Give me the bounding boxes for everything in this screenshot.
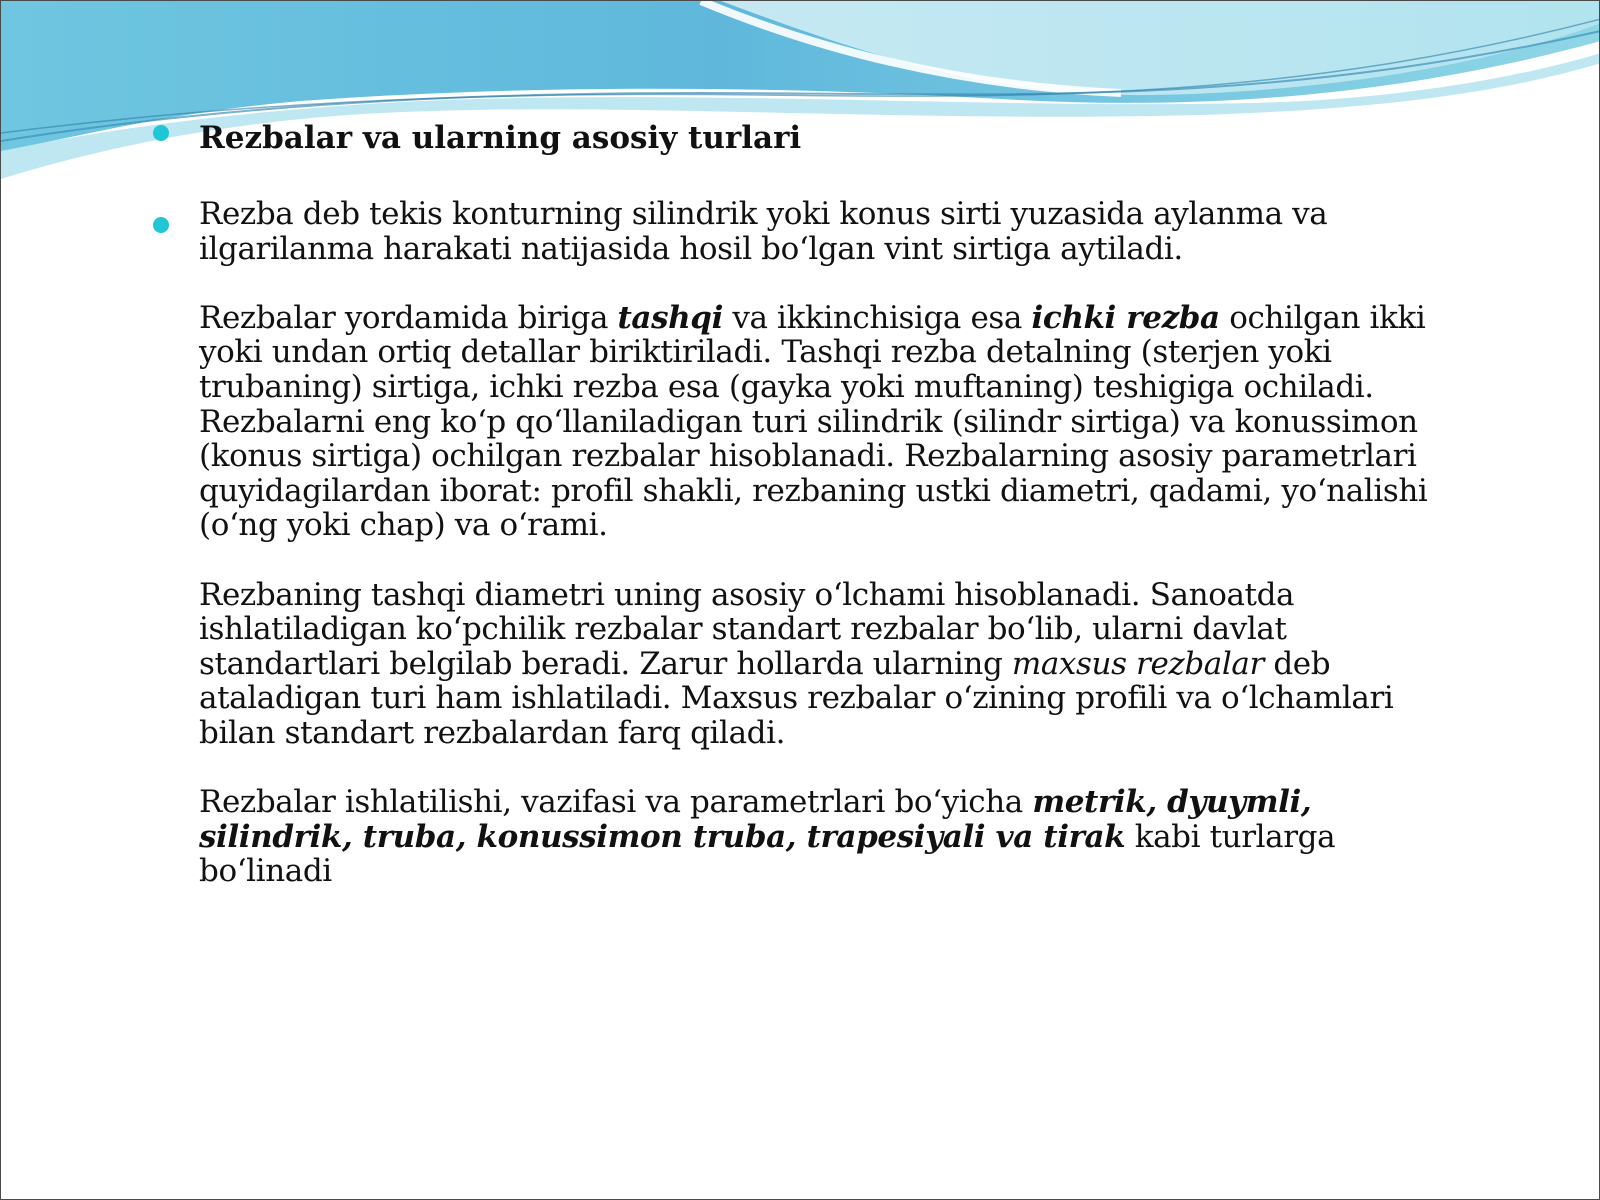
- text-segment: va ikkinchisiga esa: [722, 299, 1032, 336]
- paragraph-1: [199, 197, 1469, 266]
- text-segment: ochilgan ikki yoki undan ortiq detallar biriktiriladi. Tashqi rezba detalning (sterjen yoki trubaning) sirtiga, ichki rezba esa (gayka yoki muftaning) teshigiga ochiladi. Rezbalarni eng ko‘p qo‘llaniladigan turi silindrik (silindr sirtiga) va konussimon (konus sirtiga) ochilgan rezbalar hisoblanadi. Rezbalarning asosiy parametrlari quyidagilardan iborat: profil shakli, rezbaning ustki diametri, qadami, yo‘nalishi (o‘ng yoki chap) va o‘rami.: [199, 299, 1428, 544]
- text-segment: deb ataladigan turi ham ishlatiladi. Maxsus rezbalar o‘zining profili va o‘lchamlari bilan standart rezbalardan farq qiladi.: [199, 645, 1394, 751]
- paragraph-4: [199, 785, 1469, 889]
- bullet-icon: [153, 217, 169, 233]
- body-text: [199, 197, 1469, 889]
- text-segment: Rezbalar ishlatilishi, vazifasi va parametrlari bo‘yicha: [199, 784, 1033, 821]
- emphasis-text: tashqi: [617, 299, 723, 336]
- body-bullet-item: [149, 163, 1469, 889]
- title-bullet-item: [149, 113, 1469, 163]
- paragraph-3: [199, 578, 1469, 751]
- text-segment: Rezbalar yordamida biriga: [199, 299, 618, 336]
- slide-title: Rezbalar va ularning asosiy turlari: [199, 120, 802, 156]
- emphasis-text: metrik, dyuymli, silindrik, truba, konussimon truba, trapesiyali va tirak: [199, 784, 1312, 855]
- text-segment: Rezba deb tekis konturning silindrik yoki konus sirti yuzasida aylanma va ilgarilanma harakati natijasida hosil bo‘lgan vint sirtiga aytiladi.: [199, 196, 1328, 267]
- slide-content: [149, 113, 1469, 889]
- emphasis-text: ichki rezba: [1031, 299, 1220, 336]
- text-segment: Rezbaning tashqi diametri uning asosiy o‘lchami hisoblanadi. Sanoatda ishlatiladigan ko‘pchilik rezbalar standart rezbalar bo‘lib, ularni davlat standartlari belgilab beradi. Zarur hollarda ularning: [199, 576, 1295, 682]
- text-segment: kabi turlarga bo‘linadi: [199, 818, 1336, 890]
- paragraph-2: [199, 301, 1469, 543]
- bullet-icon: [153, 125, 169, 141]
- emphasis-text: maxsus rezbalar: [1011, 645, 1264, 682]
